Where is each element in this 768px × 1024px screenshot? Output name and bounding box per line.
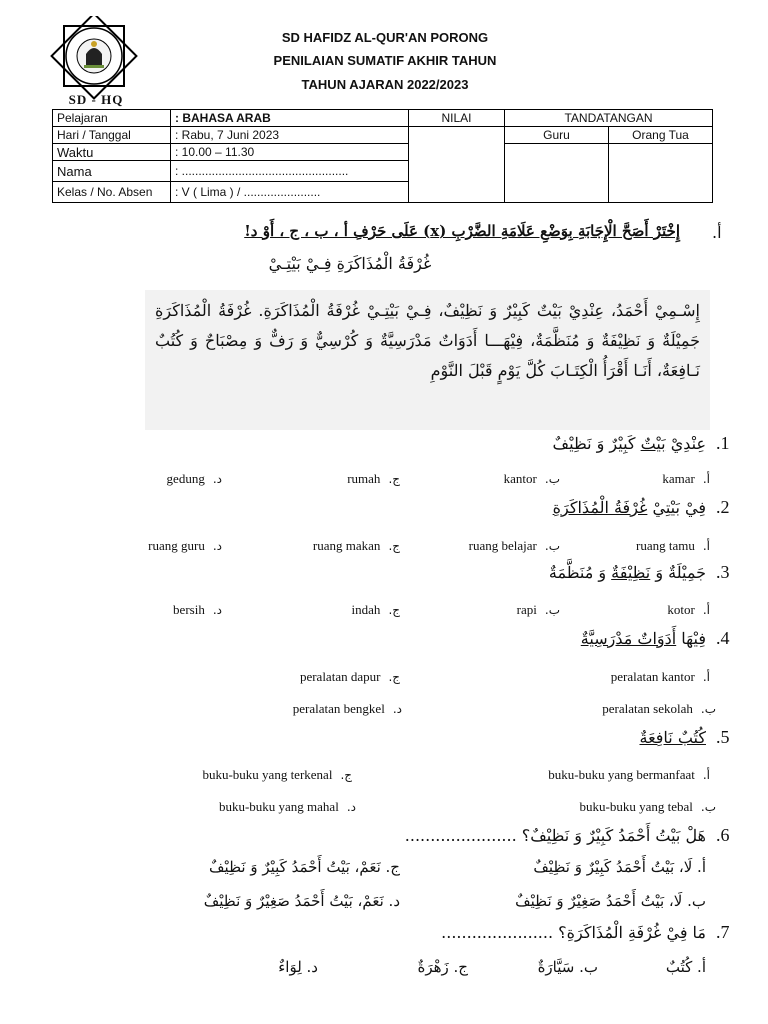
option-marker-a: أ. <box>702 472 710 486</box>
question-stem <box>405 826 706 845</box>
option-b[interactable]: ب. لَا، بَيْتُ أَحْمَدُ صَغِيْرٌ وَ نَظِيْفٌ <box>515 892 706 910</box>
option-b[interactable] <box>602 701 716 717</box>
option-a[interactable] <box>667 602 710 618</box>
time-value: : 10.00 – 11.30 <box>171 144 409 161</box>
option-b[interactable] <box>580 799 717 815</box>
option-marker-c: ج. <box>388 603 400 617</box>
stem-post: كَبِيْرٌ وَ نَظِيْفٌ <box>552 434 641 453</box>
school-logo <box>46 16 142 104</box>
option-text: peralatan bengkel <box>292 701 385 716</box>
option-text: buku-buku yang terkenal <box>202 767 333 782</box>
option-text: buku-buku yang mahal <box>218 799 339 814</box>
score-label: NILAI <box>409 110 505 127</box>
parent-label: Orang Tua <box>609 127 713 144</box>
option-c[interactable]: ج. زَهْرَةٌ <box>417 958 468 976</box>
stem-under: نَظِيْفَةٌ <box>611 563 651 582</box>
question-number: .6 <box>716 825 730 845</box>
option-text: gedung <box>166 471 205 486</box>
option-text: buku-buku yang tebal <box>579 799 693 814</box>
option-text: ruang tamu <box>636 538 695 553</box>
stem-under: غُرْفَةُ الْمُذَاكَرَةِ <box>552 498 648 517</box>
stem-under: كُتُبٌ نَافِعَةٌ <box>639 728 706 747</box>
option-text: buku-buku yang bermanfaat <box>548 767 695 782</box>
date-label: Hari / Tanggal <box>53 127 171 144</box>
passage-text: إِسْـمِيْ أَحْمَدُ، عِنْدِيْ بَيْتٌ كَبِيْرٌ وَ نَظِيْفٌ، فِـيْ بَيْتِـيْ غُرْفَةُ الْمُذَاكَرَةِ. غُرْفَةُ الْمُذَاكَرَةِ جَمِيْلَةٌ وَ نَظِيْفَةٌ وَ مُنَظَّمَةٌ، فِيْهَـــا أَدَوَاتٌ مَدْرَسِيَّةٌ وَ كُرْسِيٌّ وَ رَفٌّ وَ مِصْبَاحٌ وَ كُتُبٌ نَـافِعَةٌ، أَنَـا أَقْرَأُ الْكِتَـابَ كُلَّ يَوْمٍ قَبْلَ النَّوْمِ <box>155 301 700 380</box>
question-stem <box>441 923 706 942</box>
option-marker-d: د. <box>212 539 222 553</box>
section-marker: أ. <box>712 223 722 242</box>
option-marker-a: أ. <box>702 603 710 617</box>
stem-pre: مَا فِيْ غُرْفَةِ الْمُذَاكَرَةِ؟ <box>553 923 706 942</box>
option-marker-b: ب. <box>544 603 560 617</box>
option-d[interactable]: د. لِوَاءٌ <box>278 958 318 976</box>
school-name: SD HAFIDZ AL-QUR'AN PORONG <box>281 30 489 45</box>
option-d[interactable] <box>173 602 222 618</box>
stem-pre: هَلْ بَيْتُ أَحْمَدُ كَبِيْرٌ وَ نَظِيْفٌ؟ <box>516 826 706 845</box>
option-a[interactable]: أ. كُتُبٌ <box>665 958 706 976</box>
option-text: rapi <box>516 602 537 617</box>
option-a[interactable] <box>662 471 710 487</box>
option-a[interactable] <box>611 669 710 685</box>
option-marker-a: أ. <box>702 768 710 782</box>
option-marker-a: أ. <box>702 539 710 553</box>
question-stem <box>581 629 706 648</box>
teacher-signature-box[interactable] <box>505 144 609 203</box>
option-marker-c: ج. <box>388 670 400 684</box>
option-marker-c: ج. <box>340 768 352 782</box>
option-marker-c: ج. <box>388 472 400 486</box>
logo-caption: SD - HQ <box>68 92 124 107</box>
option-marker-b: ب. <box>544 472 560 486</box>
option-b[interactable]: ب. سَيَّارَةٌ <box>537 958 598 976</box>
option-marker-a: أ. <box>702 670 710 684</box>
score-box[interactable] <box>409 127 505 203</box>
option-marker-b: ب. <box>544 539 560 553</box>
option-text: peralatan sekolah <box>602 701 693 716</box>
name-field[interactable]: : .................................................. <box>171 161 409 182</box>
option-a[interactable]: أ. لَا، بَيْتُ أَحْمَدُ كَبِيْرٌ وَ نَظِيْفٌ <box>533 858 706 876</box>
question-stem <box>553 434 706 453</box>
option-c[interactable]: ج. نَعَمْ، بَيْتُ أَحْمَدُ كَبِيْرٌ وَ نَظِيْفٌ <box>209 858 400 876</box>
time-label: Waktu <box>53 144 171 161</box>
option-c[interactable] <box>352 602 400 618</box>
signature-label: TANDATANGAN <box>505 110 713 127</box>
stem-pre: جَمِيْلَةٌ وَ <box>650 563 706 582</box>
option-c[interactable] <box>313 538 400 554</box>
option-marker-d: د. <box>212 603 222 617</box>
option-a[interactable] <box>548 767 710 783</box>
question-number: .4 <box>716 628 730 648</box>
stem-pre: عِنْدِيْ <box>665 434 706 453</box>
name-label: Nama <box>53 161 171 182</box>
student-info-table <box>52 109 713 203</box>
reading-passage <box>145 290 710 430</box>
option-marker-c: ج. <box>388 539 400 553</box>
parent-signature-box[interactable] <box>609 144 713 203</box>
option-text: kantor <box>503 471 537 486</box>
passage-title: غُرْفَةُ الْمُذَاكَرَةِ فِـيْ بَيْتِـيْ <box>268 254 432 273</box>
question-stem <box>549 563 706 582</box>
instruction-text: إِخْتَرْ أَصَحَّ الْإِجَابَةِ بِوَضْعِ عَلَامَةِ الضَّرْبِ (x) عَلَى حَرْفِ أ ، ب ، ج ، أَوْ د! <box>244 222 680 240</box>
option-text: bersih <box>173 602 205 617</box>
exam-title: PENILAIAN SUMATIF AKHIR TAHUN <box>273 53 497 68</box>
class-field[interactable]: : V ( Lima ) / ....................... <box>171 182 409 203</box>
option-b[interactable] <box>517 602 560 618</box>
option-text: kotor <box>667 602 695 617</box>
option-c[interactable] <box>347 471 400 487</box>
question-number: .1 <box>716 433 730 453</box>
option-d[interactable] <box>167 471 222 487</box>
stem-pre: فِيْ بَيْتِيْ <box>647 498 706 517</box>
option-text: kamar <box>662 471 695 486</box>
teacher-label: Guru <box>505 127 609 144</box>
option-text: peralatan kantor <box>610 669 695 684</box>
question-number: .3 <box>716 562 730 582</box>
stem-post: ...................... <box>441 923 554 942</box>
subject-value: : BAHASA ARAB <box>171 110 409 127</box>
option-text: ruang belajar <box>468 538 537 553</box>
academic-year: TAHUN AJARAN 2022/2023 <box>301 77 469 92</box>
option-text: indah <box>351 602 381 617</box>
question-stem <box>639 728 706 747</box>
question-number: .7 <box>716 922 730 942</box>
option-d[interactable]: د. نَعَمْ، بَيْتُ أَحْمَدُ صَغِيْرٌ وَ نَظِيْفٌ <box>203 892 400 910</box>
option-d[interactable] <box>219 799 356 815</box>
stem-under: أَدَوَاتٌ مَدْرَسِيَّةٌ <box>580 629 677 648</box>
option-marker-b: ب. <box>700 800 716 814</box>
option-d[interactable] <box>148 538 222 554</box>
option-marker-b: ب. <box>700 702 716 716</box>
subject-label: Pelajaran <box>53 110 171 127</box>
question-stem <box>553 498 706 517</box>
option-b[interactable] <box>504 471 560 487</box>
option-marker-d: د. <box>392 702 402 716</box>
date-value: : Rabu, 7 Juni 2023 <box>171 127 409 144</box>
stem-under: بَيْتٌ <box>640 434 666 453</box>
option-text: ruang guru <box>148 538 205 553</box>
stem-pre: فِيْهَا <box>676 629 706 648</box>
option-text: peralatan dapur <box>299 669 381 684</box>
class-label: Kelas / No. Absen <box>53 182 171 203</box>
stem-post: ...................... <box>404 826 517 845</box>
option-text: ruang makan <box>312 538 381 553</box>
option-marker-d: د. <box>346 800 356 814</box>
option-text: rumah <box>347 471 381 486</box>
stem-post: وَ مُنَظَّمَةٌ <box>548 563 612 582</box>
option-c[interactable] <box>202 767 352 783</box>
option-a[interactable] <box>636 538 710 554</box>
question-number: .5 <box>716 727 730 747</box>
option-d[interactable] <box>293 701 402 717</box>
option-marker-d: د. <box>212 472 222 486</box>
option-c[interactable] <box>300 669 400 685</box>
question-number: .2 <box>716 497 730 517</box>
option-b[interactable] <box>469 538 560 554</box>
